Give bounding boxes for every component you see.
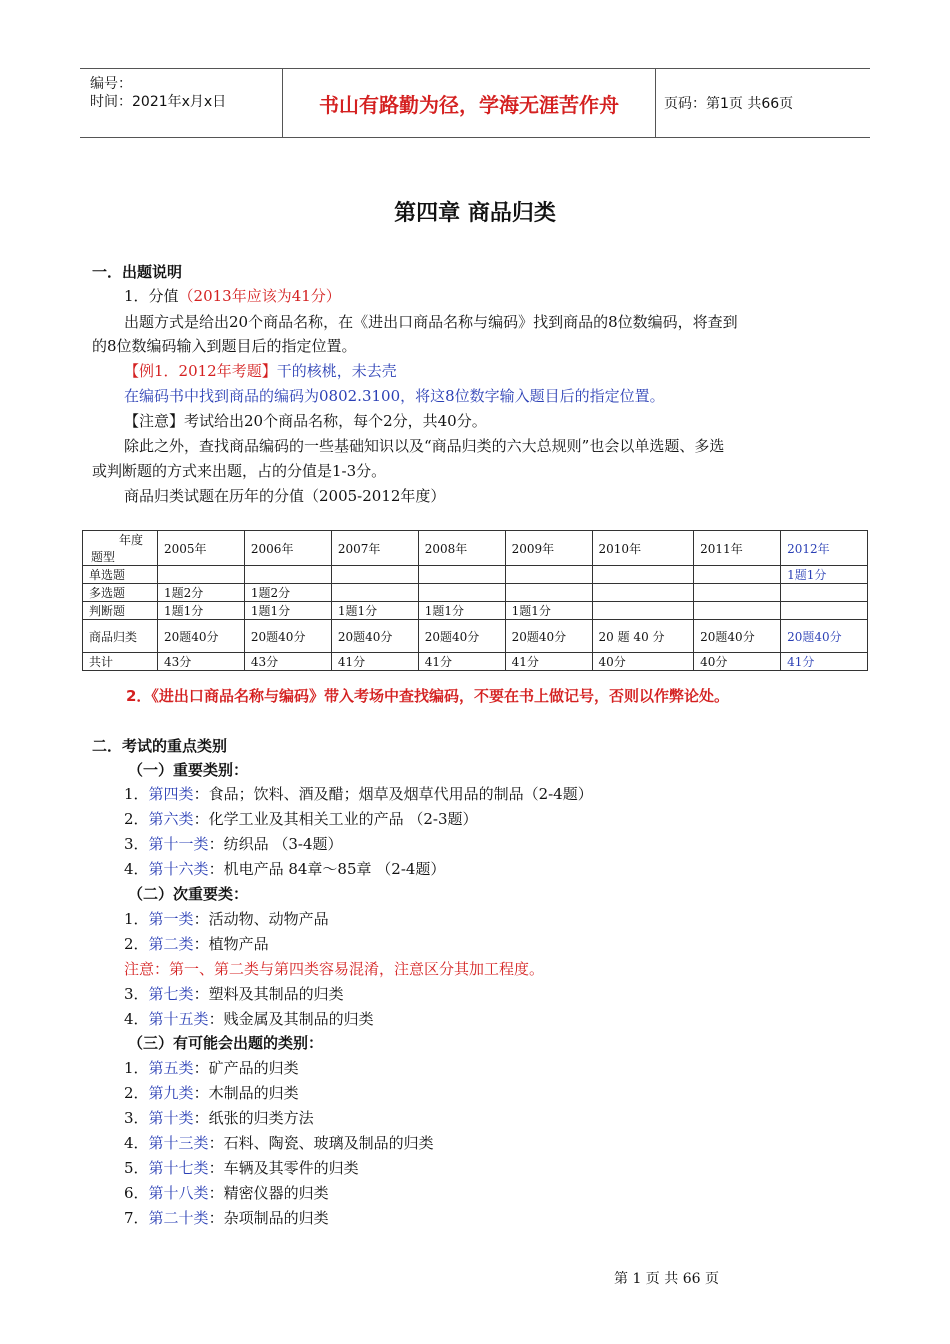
category-name: 第十一类: [148, 835, 209, 853]
table-cell: 1题1分: [781, 566, 868, 584]
category-item: [124, 1133, 434, 1153]
table-header-row: [83, 531, 868, 566]
table-cell: 20题40分: [781, 620, 868, 653]
category-number: 3．: [124, 1109, 149, 1127]
warning-line: 2．《进出口商品名称与编码》带入考场中查找编码，不要在书上做记号，否则以作弊论处。: [126, 687, 729, 705]
table-cell: [158, 566, 245, 584]
table-cell: [592, 566, 694, 584]
subheading-secondary: （二）次重要类：: [128, 885, 249, 903]
category-name: 第五类: [148, 1059, 194, 1077]
category-item: [124, 859, 445, 879]
table-row: [83, 620, 868, 653]
category-number: 2．: [124, 935, 149, 953]
table-cell: [244, 566, 331, 584]
table-cell: 40分: [592, 653, 694, 671]
para-line: 或判断题的方式来出题，占的分值是1-3分。: [92, 462, 387, 480]
table-cell: 43分: [244, 653, 331, 671]
category-item: [124, 834, 343, 854]
category-number: 2．: [124, 1084, 149, 1102]
category-item: [124, 809, 478, 829]
category-desc: ：食品；饮料、酒及醋；烟草及烟草代用品的制品（2-4题）: [193, 785, 593, 803]
category-item: [124, 984, 344, 1004]
table-cell: [418, 566, 505, 584]
category-item: [124, 1058, 299, 1078]
table-cell: 20题40分: [694, 620, 781, 653]
category-item: [124, 1083, 299, 1103]
table-row: [83, 584, 868, 602]
year-cell: 2011年: [694, 531, 781, 566]
category-item: [124, 1158, 359, 1178]
table-corner: 年度 题型: [83, 531, 158, 566]
category-number: 3．: [124, 985, 149, 1003]
row-label: 多选题: [83, 584, 158, 602]
category-desc: ：矿产品的归类: [193, 1059, 299, 1077]
category-name: 第十八类: [148, 1184, 209, 1202]
category-number: 1．: [124, 785, 149, 803]
category-name: 第一类: [148, 910, 194, 928]
year-cell: 2009年: [505, 531, 592, 566]
category-desc: ：塑料及其制品的归类: [193, 985, 344, 1003]
page-header: [80, 68, 870, 138]
category-desc: ：石料、陶瓷、玻璃及制品的归类: [208, 1134, 434, 1152]
table-row: [83, 566, 868, 584]
category-name: 第十五类: [148, 1010, 209, 1028]
category-item: [124, 1183, 329, 1203]
table-cell: [781, 602, 868, 620]
category-name: 第七类: [148, 985, 194, 1003]
category-desc: ：木制品的归类: [193, 1084, 299, 1102]
table-cell: [694, 584, 781, 602]
category-number: 5．: [124, 1159, 149, 1177]
category-name: 第二十类: [148, 1209, 209, 1227]
category-name: 第九类: [148, 1084, 194, 1102]
table-cell: [592, 602, 694, 620]
table-cell: 20 题 40 分: [592, 620, 694, 653]
header-meta: [80, 69, 282, 137]
category-desc: ：纺织品 （3-4题）: [208, 835, 343, 853]
row-label: 判断题: [83, 602, 158, 620]
category-item: [124, 934, 269, 954]
year-cell: 2010年: [592, 531, 694, 566]
para-line: 出题方式是给出20个商品名称，在《进出口商品名称与编码》找到商品的8位数编码，将查到: [124, 313, 738, 331]
score-note: （2013年应该为41分）: [178, 287, 341, 305]
table-cell: 20题40分: [505, 620, 592, 653]
category-name: 第十类: [148, 1109, 194, 1127]
para-line: 的8位数编码输入到题目后的指定位置。: [92, 337, 357, 355]
table-cell: 41分: [505, 653, 592, 671]
note-line: 【注意】考试给出20个商品名称，每个2分，共40分。: [124, 412, 487, 430]
table-cell: 40分: [694, 653, 781, 671]
category-name: 第六类: [148, 810, 194, 828]
example-text: 干的核桃，未去壳: [276, 362, 397, 380]
table-cell: 43分: [158, 653, 245, 671]
table-cell: 1题1分: [244, 602, 331, 620]
year-cell: 2012年: [781, 531, 868, 566]
table-cell: 1题2分: [244, 584, 331, 602]
table-cell: 1题1分: [331, 602, 418, 620]
table-cell: [505, 584, 592, 602]
note-confusion: 注意：第一、第二类与第四类容易混淆，注意区分其加工程度。: [124, 960, 545, 978]
category-item: [124, 909, 329, 929]
chapter-title: 第四章 商品归类: [394, 201, 556, 226]
subheading-important: （一）重要类别：: [128, 761, 249, 779]
category-number: 1．: [124, 1059, 149, 1077]
page-footer: 第 1 页 共 66 页: [614, 1271, 719, 1287]
category-number: 3．: [124, 835, 149, 853]
example-answer: 在编码书中找到商品的编码为0802.3100，将这8位数字输入题目后的指定位置。: [124, 387, 665, 405]
row-label: 商品归类: [83, 620, 158, 653]
table-cell: [694, 566, 781, 584]
category-desc: ：纸张的归类方法: [193, 1109, 314, 1127]
category-name: 第四类: [148, 785, 194, 803]
table-cell: [592, 584, 694, 602]
category-desc: ：精密仪器的归类: [208, 1184, 329, 1202]
category-desc: ：植物产品: [193, 935, 269, 953]
category-name: 第二类: [148, 935, 194, 953]
category-name: 第十七类: [148, 1159, 209, 1177]
year-cell: 2008年: [418, 531, 505, 566]
table-row: [83, 602, 868, 620]
category-number: 7．: [124, 1209, 149, 1227]
table-cell: 41分: [781, 653, 868, 671]
category-desc: ：活动物、动物产品: [193, 910, 329, 928]
category-number: 4．: [124, 1134, 149, 1152]
table-cell: 1题1分: [158, 602, 245, 620]
table-cell: 41分: [331, 653, 418, 671]
para-line: 除此之外，查找商品编码的一些基础知识以及“商品归类的六大总规则”也会以单选题、多选: [124, 437, 725, 455]
table-cell: 1题2分: [158, 584, 245, 602]
category-desc: ：车辆及其零件的归类: [208, 1159, 359, 1177]
year-cell: 2005年: [158, 531, 245, 566]
table-cell: 1题1分: [505, 602, 592, 620]
score-label: 1．分值: [124, 287, 179, 305]
row-label: 单选题: [83, 566, 158, 584]
table-cell: 20题40分: [331, 620, 418, 653]
score-line: [124, 286, 341, 306]
category-desc: ：化学工业及其相关工业的产品 （2-3题）: [193, 810, 478, 828]
score-table: [82, 530, 868, 671]
table-cell: [781, 584, 868, 602]
category-name: 第十六类: [148, 860, 209, 878]
section1-heading: 一．出题说明: [92, 263, 183, 281]
subheading-possible: （三）有可能会出题的类别：: [128, 1034, 324, 1052]
table-cell: 20题40分: [158, 620, 245, 653]
table-row: [83, 653, 868, 671]
table-caption: 商品归类试题在历年的分值（2005-2012年度）: [124, 487, 446, 505]
number-label: 编号：: [90, 76, 132, 92]
table-cell: [418, 584, 505, 602]
year-cell: 2007年: [331, 531, 418, 566]
category-desc: ：杂项制品的归类: [208, 1209, 329, 1227]
category-desc: ：机电产品 84章～85章 （2-4题）: [208, 860, 446, 878]
row-label: 共计: [83, 653, 158, 671]
category-item: [124, 784, 593, 804]
category-number: 1．: [124, 910, 149, 928]
category-number: 4．: [124, 860, 149, 878]
table-cell: [331, 584, 418, 602]
table-cell: 20题40分: [418, 620, 505, 653]
category-number: 4．: [124, 1010, 149, 1028]
table-cell: 20题40分: [244, 620, 331, 653]
example-line: [124, 361, 397, 381]
category-name: 第十三类: [148, 1134, 209, 1152]
category-number: 6．: [124, 1184, 149, 1202]
header-motto: 书山有路勤为径，学海无涯苦作舟: [282, 69, 656, 137]
table-cell: [331, 566, 418, 584]
category-item: [124, 1208, 329, 1228]
year-cell: 2006年: [244, 531, 331, 566]
time-label: 时间：2021年x月x日: [90, 94, 227, 110]
section2-heading: 二．考试的重点类别: [92, 737, 228, 755]
example-tag: 【例1．2012年考题】: [124, 362, 277, 380]
table-cell: [505, 566, 592, 584]
table-cell: [694, 602, 781, 620]
table-cell: 1题1分: [418, 602, 505, 620]
category-item: [124, 1108, 314, 1128]
category-number: 2．: [124, 810, 149, 828]
table-cell: 41分: [418, 653, 505, 671]
category-desc: ：贱金属及其制品的归类: [208, 1010, 374, 1028]
header-page-info: 页码：第1页 共66页: [664, 96, 794, 112]
category-item: [124, 1009, 374, 1029]
